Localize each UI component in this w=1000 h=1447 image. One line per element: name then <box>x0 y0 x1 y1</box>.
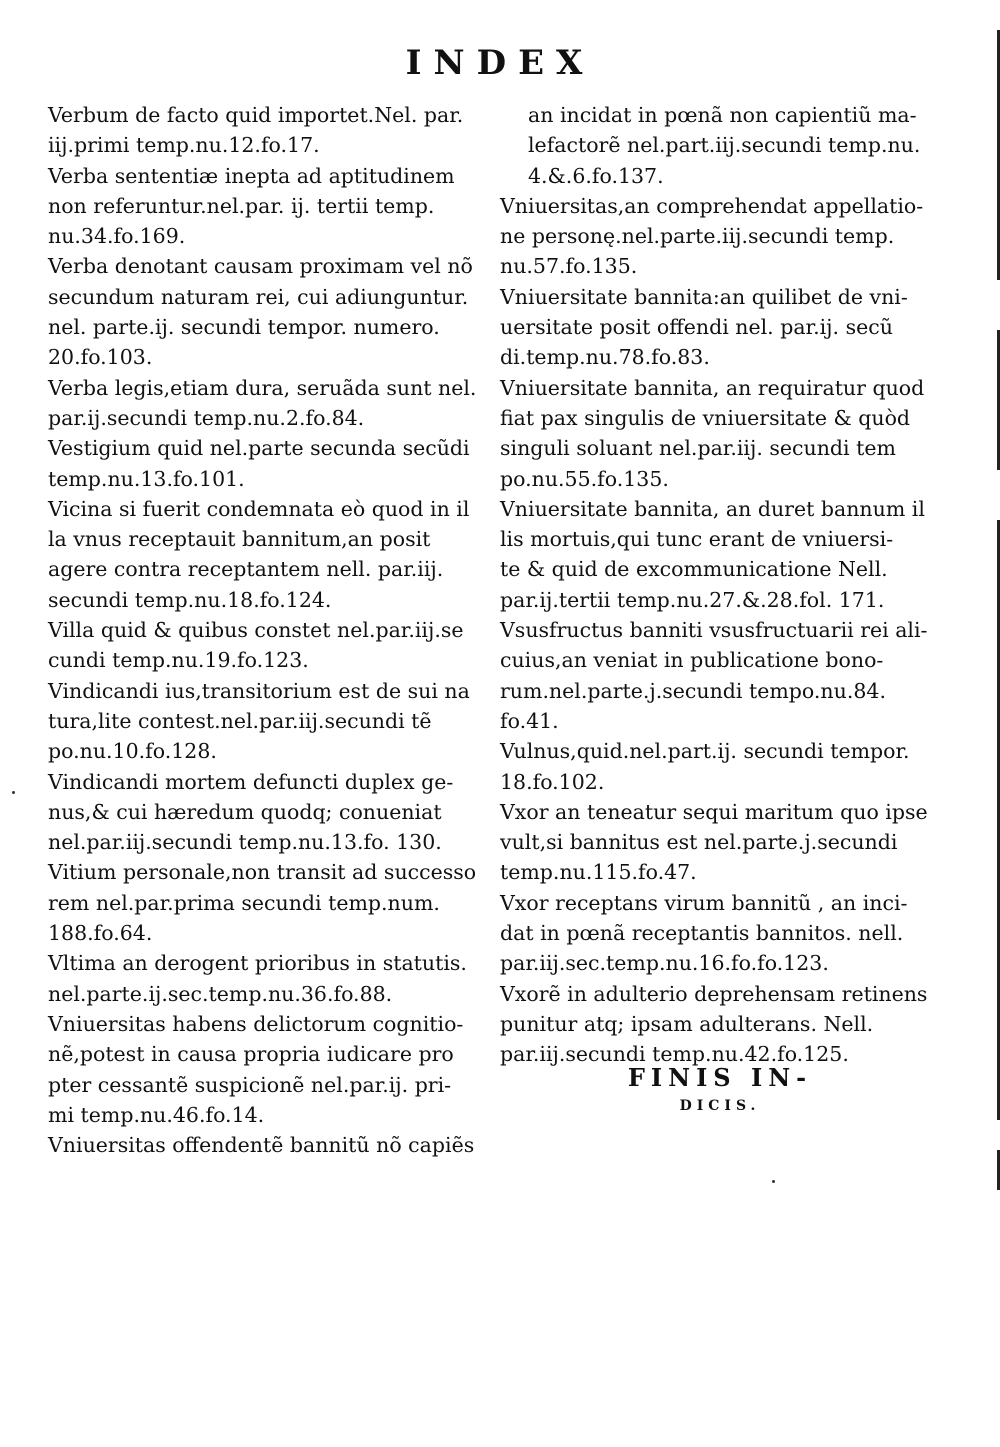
index-entry <box>48 1130 496 1160</box>
index-entry-line: lis mortuis,qui tunc erant de vniuersi- <box>500 527 894 552</box>
index-entry-line: agere contra receptantem nell. par.iij. <box>48 557 444 582</box>
index-entry <box>500 615 940 736</box>
index-entry-line: nu.34.fo.169. <box>48 224 186 249</box>
index-entry-line: Vniuersitate bannita, an duret bannum il <box>500 496 925 521</box>
index-entry-line: tura,lite contest.nel.par.iij.secundi tẽ <box>48 708 432 733</box>
index-entry-line: Vniuersitate bannita, an requiratur quod <box>500 375 925 400</box>
index-entry-line: 188.fo.64. <box>48 921 153 946</box>
index-entry-line: Vniuersitas,an comprehendat appellatio- <box>500 193 924 218</box>
index-entry <box>500 736 940 797</box>
index-entry-line: mi temp.nu.46.fo.14. <box>48 1102 265 1127</box>
index-entry-line: secundum naturam rei, cui adiunguntur. <box>48 284 469 309</box>
index-entry-continuation <box>500 100 940 191</box>
index-entry-line: Vitium personale,non transit ad successo <box>48 860 477 885</box>
colophon-finis <box>610 1063 830 1114</box>
scan-speck <box>12 791 15 794</box>
index-entry-line: nu.57.fo.135. <box>500 254 638 279</box>
index-entry-line: secundi temp.nu.18.fo.124. <box>48 587 332 612</box>
index-entry-line: di.temp.nu.78.fo.83. <box>500 345 710 370</box>
index-entry-line: Vltima an derogent prioribus in statutis. <box>48 951 467 976</box>
index-entry-line: Vulnus,quid.nel.part.ij. secundi tempor. <box>500 739 910 764</box>
index-entry-line: fo.41. <box>500 708 559 733</box>
finis-line-2: DICIS. <box>679 1098 761 1114</box>
index-entry <box>48 948 496 1009</box>
index-entry-line: Vsusfructus banniti vsusfructuarii rei ali- <box>500 618 928 643</box>
index-entry <box>500 494 940 615</box>
index-entry-line: nus,& cui hæredum quodq; conueniat <box>48 799 442 824</box>
index-entry-line: nẽ,potest in causa propria iudicare pro <box>48 1042 454 1067</box>
index-entry-line: dat in pœnã receptantis bannitos. nell. <box>500 921 904 946</box>
index-entry-line: 20.fo.103. <box>48 345 153 370</box>
index-entry-line: Vindicandi ius,transitorium est de sui na <box>48 678 470 703</box>
index-column-right <box>500 100 940 1070</box>
index-entry-line: par.iij.secundi temp.nu.42.fo.125. <box>500 1042 849 1067</box>
index-entry <box>48 1009 496 1130</box>
index-entry-line: non referuntur.nel.par. ij. tertii temp. <box>48 193 435 218</box>
index-entry-line: rum.nel.parte.j.secundi tempo.nu.84. <box>500 678 886 703</box>
index-entry <box>500 797 940 888</box>
index-entry-line: pter cessantẽ suspicionẽ nel.par.ij. pri- <box>48 1072 452 1097</box>
index-entry <box>48 676 496 767</box>
index-entry-line: par.iij.sec.temp.nu.16.fo.fo.123. <box>500 951 829 976</box>
index-entry-line: lefactorẽ nel.part.iij.secundi temp.nu. <box>528 133 921 158</box>
index-entry-line: Vicina si fuerit condemnata eò quod in il <box>48 496 470 521</box>
index-entry-line: Vniuersitate bannita:an quilibet de vni- <box>500 284 908 309</box>
index-entry-line: po.nu.55.fo.135. <box>500 466 669 491</box>
index-entry-line: Vxorẽ in adulterio deprehensam retinens <box>500 981 928 1006</box>
index-entry-line: Vindicandi mortem defuncti duplex ge- <box>48 769 454 794</box>
index-entry-line: Verba legis,etiam dura, seruãda sunt nel. <box>48 375 477 400</box>
index-entry-line: te & quid de excommunicatione Nell. <box>500 557 888 582</box>
index-entry-line: iij.primi temp.nu.12.fo.17. <box>48 133 320 158</box>
index-entry-line: cundi temp.nu.19.fo.123. <box>48 648 309 673</box>
index-entry-line: an incidat in pœnã non capientiũ ma- <box>528 103 917 127</box>
scan-speck <box>772 1180 775 1183</box>
index-entry <box>48 161 496 252</box>
index-entry-line: 18.fo.102. <box>500 769 605 794</box>
index-entry <box>48 373 496 434</box>
index-entry-line: Vniuersitas habens delictorum cognitio- <box>48 1011 464 1036</box>
index-entry-line: rem nel.par.prima secundi temp.num. <box>48 890 440 915</box>
index-entry-line: uersitate posit offendi nel. par.ij. secũ <box>500 315 893 340</box>
index-entry-line: la vnus receptauit bannitum,an posit <box>48 527 431 552</box>
index-entry-line: temp.nu.115.fo.47. <box>500 860 697 885</box>
index-entry-line: po.nu.10.fo.128. <box>48 739 217 764</box>
index-entry <box>48 100 496 161</box>
index-entry <box>48 494 496 615</box>
index-entry-line: Vxor receptans virum bannitũ , an inci- <box>500 890 908 915</box>
index-entry-line: Vxor an teneatur sequi maritum quo ipse <box>500 799 928 824</box>
index-entry <box>48 433 496 494</box>
index-entry-line: Vestigium quid nel.parte secunda secũdi <box>48 436 470 461</box>
index-entry-line: temp.nu.13.fo.101. <box>48 466 245 491</box>
index-entry-line: Verba denotant causam proximam vel nõ <box>48 254 473 279</box>
index-entry-line: nel.par.iij.secundi temp.nu.13.fo. 130. <box>48 830 442 855</box>
index-entry-line: 4.&.6.fo.137. <box>528 163 664 188</box>
index-entry <box>500 191 940 282</box>
index-entry-line: ne personę.nel.parte.iij.secundi temp. <box>500 224 895 249</box>
index-entry-line: nel.parte.ij.sec.temp.nu.36.fo.88. <box>48 981 393 1006</box>
index-entry <box>48 615 496 676</box>
index-entry-line: vult,si bannitus est nel.parte.j.secundi <box>500 830 898 855</box>
finis-line-1: FINIS IN- <box>627 1063 813 1092</box>
index-entry <box>500 373 940 494</box>
index-entry <box>500 888 940 979</box>
index-entry <box>500 282 940 373</box>
index-entry <box>48 857 496 948</box>
index-entry <box>500 979 940 1070</box>
index-entry-line: singuli soluant nel.par.iij. secundi tem <box>500 436 896 461</box>
index-entry-line: Verba sententiæ inepta ad aptitudinem <box>48 163 455 188</box>
index-entry-line: nel. parte.ij. secundi tempor. numero. <box>48 315 440 340</box>
page-title: INDEX <box>405 43 595 83</box>
index-entry <box>48 251 496 372</box>
index-entry-line: par.ij.tertii temp.nu.27.&.28.fol. 171. <box>500 587 885 612</box>
index-column-left <box>48 100 496 1160</box>
index-entry-line: cuius,an veniat in publicatione bono- <box>500 648 884 673</box>
index-entry-line: Vniuersitas offendentẽ bannitũ nõ capiẽs <box>48 1133 475 1158</box>
index-entry <box>48 767 496 858</box>
index-entry-line: Verbum de facto quid importet.Nel. par. <box>48 103 464 127</box>
index-entry-line: fiat pax singulis de vniuersitate & quòd <box>500 405 911 430</box>
index-entry-line: par.ij.secundi temp.nu.2.fo.84. <box>48 405 365 430</box>
index-entry-line: Villa quid & quibus constet nel.par.iij.se <box>48 618 464 643</box>
index-entry-line: punitur atq; ipsam adulterans. Nell. <box>500 1011 874 1036</box>
